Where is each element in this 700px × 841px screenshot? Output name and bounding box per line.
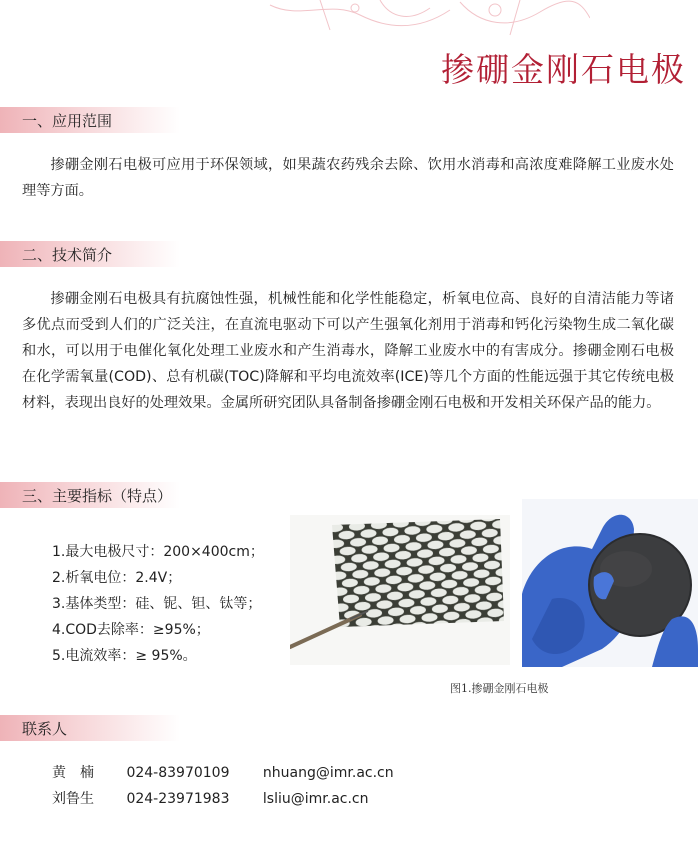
contact-row: [52, 786, 394, 812]
contact-row: [52, 760, 394, 786]
contact-phone: 024-83970109: [126, 765, 230, 781]
spec-item: 3.基体类型：硅、铌、钽、钛等；: [52, 596, 262, 612]
mesh-electrode-photo: [290, 515, 510, 665]
figure-caption: 图1.掺硼金刚石电极: [450, 682, 549, 695]
technology-paragraph: 掺硼金刚石电极具有抗腐蚀性强，机械性能和化学性能稳定，析氧电位高、良好的自清洁能力等诸多优点而受到人们的广泛关注，在直流电驱动下可以产生强氧化剂用于消毒和钙化污染物生成二氧化碳和水，可以用于电催化氧化处理工业废水和产生消毒水，降解工业废水中的有害成分。掺硼金刚石电极在化学需氧量(COD)、总有机碳(TOC)降解和平均电流效率(ICE)等几个方面的性能远强于其它传统电极材料，表现出良好的处理效果。金属所研究团队具备制备掺硼金刚石电极和开发相关环保产品的能力。: [22, 291, 674, 411]
contact-email: nhuang@imr.ac.cn: [262, 765, 394, 781]
contact-name: 黄 楠: [52, 765, 94, 781]
section-heading-application: 一、应用范围: [0, 107, 180, 133]
application-paragraph: 掺硼金刚石电极可应用于环保领域，如果蔬农药残余去除、饮用水消毒和高浓度难降解工业废水处理等方面。: [22, 157, 674, 199]
contact-email: lsliu@imr.ac.cn: [262, 791, 369, 807]
specifications-list: [52, 539, 264, 669]
section-heading-technology: 二、技术简介: [0, 241, 180, 267]
disc-electrode-photo: [522, 499, 698, 667]
spec-item: 5.电流效率：≥ 95%。: [52, 648, 197, 664]
spec-item: 4.COD去除率：≥95%；: [52, 622, 210, 638]
contact-name: 刘鲁生: [52, 791, 94, 807]
contact-list: [52, 760, 394, 812]
contact-phone: 024-23971983: [126, 791, 230, 807]
spec-item: 1.最大电极尺寸：200×400cm；: [52, 544, 264, 560]
page-title: 掺硼金刚石电极: [441, 50, 686, 90]
floral-decoration: [260, 0, 590, 40]
section-heading-contacts: 联系人: [0, 715, 180, 741]
section-heading-specifications: 三、主要指标（特点）: [0, 482, 180, 508]
spec-item: 2.析氧电位：2.4V；: [52, 570, 182, 586]
